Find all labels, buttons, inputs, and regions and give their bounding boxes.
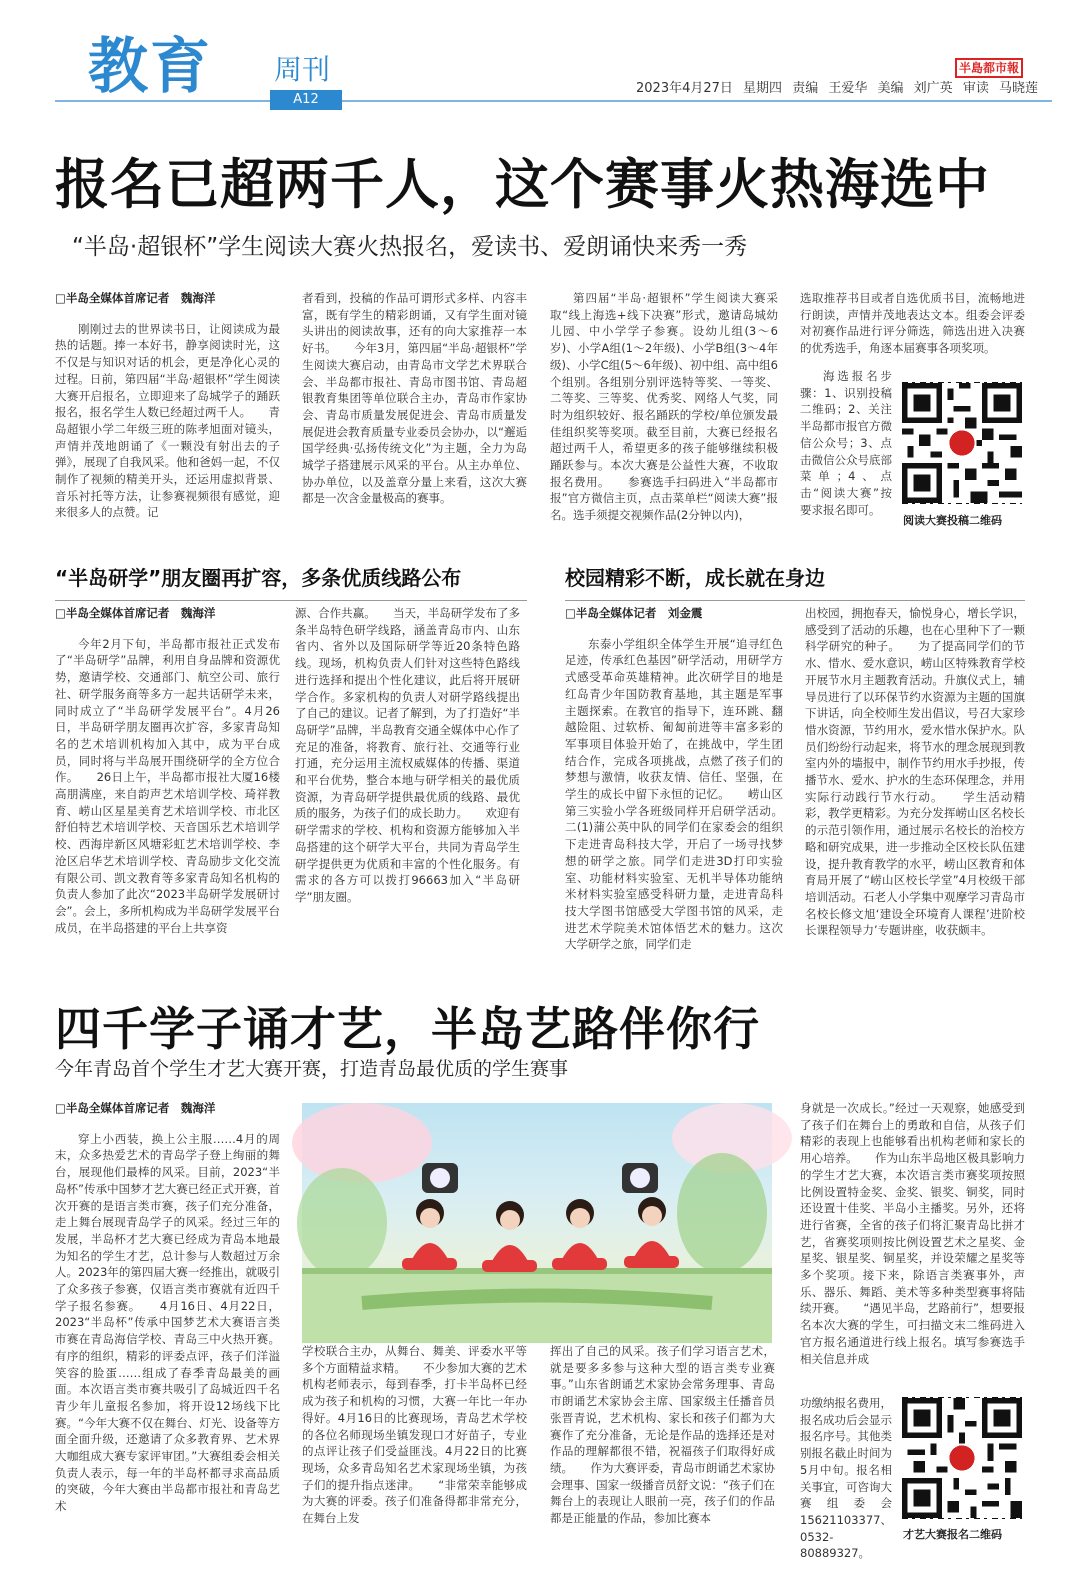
proof-name: 马晓莲 [998, 81, 1038, 96]
talent-contest-qr-icon [902, 1397, 1022, 1519]
contest-stage-photo [302, 1103, 772, 1343]
designer-label: 美编 [877, 81, 904, 96]
masthead-meta [636, 80, 1044, 98]
article2-col1-text: 今年2月下旬，半岛都市报社正式发布了“半岛研学”品牌，利用自身品牌和资源优势，邀请学校、交通部门、航空公司、旅行社、研学服务商等多方一起共话研学未来，同时成立了“半岛研学发展平台”。4月26日，半岛研学朋友圈再次扩容，多家青岛知名的艺术培训机构加入其中，成为平台成员，同时将与半岛展开围绕研学的全方位合作。 26日上午，半岛都市报社大厦16楼高朋满座，来自韵声艺术培训学校、琦祥教育、崂山区星星美育艺术培训学校、市北区舒伯特艺术培训学校、天音国乐艺术培训学校、西海岸新区风塘彩虹艺术培训学校、李沧区启华艺术培训学校、青岛励步文化交流有限公司、凯文教育等多家青岛知名机构的负责人参加了此次“2023半岛研学发展研讨会”。会上，多所机构成为半岛研学发展平台成员，在半岛搭建的平台上共享资 [55, 636, 280, 935]
article1-subhead: “半岛·超银杯”学生阅读大赛火热报名，爱读书、爱朗诵快来秀一秀 [72, 234, 748, 260]
article3-rule [565, 600, 1025, 601]
article2-column-2 [295, 605, 520, 975]
article4-col4-text: 身就是一次成长。”经过一天观察，她感受到了孩子们在舞台上的勇敢和自信，从孩子们精彩的表现上也能够看出机构老师和家长的用心培养。 作为山东半岛地区极具影响力的学生才艺大赛，本次语言类市赛奖项按照比例设置特金奖、金奖、银奖、铜奖，同时还设置十佳奖、半岛小主播奖。另外，还将进行省赛，全省的孩子们将汇聚青岛比拼才艺，省赛奖项则按比例设置艺术之星奖、金星奖、银星奖、铜星奖，并设荣耀之星奖等多个奖项。接下来，除语言类赛事外，声乐、器乐、舞蹈、美术等多种类型赛事将陆续开赛。 “遇见半岛，艺路前行”，想要报名本次大赛的学生，可扫描文末二维码进入官方报名通道进行线上报名。填写参赛选手相关信息并成 [800, 1101, 1025, 1366]
article2-rule [55, 600, 527, 601]
issue-date: 2023年4月27日 [636, 81, 733, 96]
article4-subhead: 今年青岛首个学生才艺大赛开赛，打造青岛最优质的学生赛事 [55, 1058, 569, 1080]
article4-contact [800, 1395, 892, 1561]
editor-label: 责编 [792, 81, 819, 96]
article1-steps-text: 海选报名步骤：1、识别投稿二维码；2、关注半岛都市报官方微信公众号；3、点击微信公众号底部菜单；4、点击“阅读大赛”按要求报名即可。 [800, 369, 892, 517]
editor-name: 王爱华 [828, 81, 868, 96]
article1-steps [800, 368, 892, 528]
children-on-stage-icon [302, 1103, 772, 1343]
designer-name: 刘广英 [913, 81, 953, 96]
article4-column-2 [302, 1343, 527, 1543]
issue-weekday: 星期四 [743, 81, 783, 96]
section-weekly: 周刊 [274, 53, 331, 86]
article4-col2-text: 学校联合主办，从舞台、舞美、评委水平等多个方面精益求精。 不少参加大赛的艺术机构老师表示，每到春季，打卡半岛杯已经成为孩子和机构的习惯，大赛一年比一年办得好。4月16日的比赛现场，青岛艺术学校的各位名师现场坐镇发现口才好苗子，专业的点评让孩子们受益匪浅。4月22日的比赛现场，众多青岛知名艺术家现场坐镇，为孩子们的提升指点迷津。 “非常荣幸能够成为大赛的评委。孩子们准备得都非常充分，在舞台上发 [302, 1344, 527, 1526]
reading-contest-qr-caption: 阅读大赛投稿二维码 [903, 514, 1002, 527]
article3-headline: 校园精彩不断，成长就在身边 [565, 566, 825, 590]
article1-column-4 [800, 290, 1025, 368]
section-title: 教育 [88, 32, 212, 102]
article1-col2-text: 者看到，投稿的作品可谓形式多样、内容丰富，既有学生的精彩朗诵，又有学生面对镜头讲出的阅读故事，还有的向大家推荐一本好书。 今年3月，第四届“半岛·超银杯”学生阅读大赛启动，由青岛市文学艺术界联合会、半岛都市报社、青岛市图书馆、青岛超银教育集团等单位联合主办，青岛市作家协会、青岛市质量发展促进会、青岛市质量发展促进会教育质量专业委员会协办，以“邂逅国学经典·弘扬传统文化”为主题，全力为岛城学子搭建展示风采的平台。从主办单位、协办单位，以及盖章分量上来看，这次大赛都是一次含金量极高的赛事。 [302, 291, 527, 506]
article4-column-3 [550, 1343, 775, 1543]
article2-headline: “半岛研学”朋友圈再扩容，多条优质线路公布 [55, 566, 462, 590]
article3-column-2 [805, 605, 1025, 975]
article4-column-1 [55, 1100, 280, 1540]
article2-byline: □半岛全媒体首席记者 魏海洋 [55, 606, 216, 620]
article1-byline: □半岛全媒体首席记者 魏海洋 [55, 291, 216, 305]
article3-column-1 [565, 605, 783, 975]
article1-column-1 [55, 290, 280, 535]
article1-col1-text: 刚刚过去的世界读书日，让阅读成为最热的话题。捧一本好书，静享阅读时光，这不仅是与知识对话的机会，更是净化心灵的过程。日前，第四届“半岛·超银杯”学生阅读大赛开启报名，立即迎来了岛城学子的踊跃报名，报名学生人数已经超过两千人。 青岛超银小学二年级三班的陈孝旭面对镜头，声情并茂地朗诵了《一颗没有射出去的子弹》，展现了自我风采。他和爸妈一起，不仅制作了视频的精美开头，还运用虚拟背景、音乐衬托等方法，让参赛视频很有感觉，迎来很多人的点赞。记 [55, 321, 280, 520]
article1-column-3 [550, 290, 778, 535]
article1-col3-text: 第四届“半岛·超银杯”学生阅读大赛采取“线上海选+线下决赛”形式，邀请岛城幼儿园、中小学学子参赛。设幼儿组(3～6岁)、小学A组(1～2年级)、小学B组(3～4年级)、小学C组(5～6年级)、初中组、高中组6个组别。各组别分别评选特等奖、一等奖、二等奖、三等奖、优秀奖、网络人气奖，同时为组织较好、报名踊跃的学校/单位颁发最佳组织奖等奖项。截至目前，大赛已经报名超过两千人，希望更多的孩子能够继续积极踊跃参与。本次大赛是公益性大赛，不收取报名费用。 参赛选手扫码进入“半岛都市报”官方微信主页，点击菜单栏“阅读大赛”报名。选手须提交视频作品(2分钟以内)， [550, 291, 778, 523]
article4-col3-text: 挥出了自己的风采。孩子们学习语言艺术，就是要多多参与这种大型的语言类专业赛事。”山东省朗诵艺术家协会常务理事、青岛市朗诵艺术家协会主席、国家级主任播音员张晋青说，艺术机构、家长和孩子们都为大赛作了充分准备，无论是作品的选择还是对作品的理解都很不错，祝福孩子们取得好成绩。 作为大赛评委，青岛市朗诵艺术家协会理事、国家一级播音员舒文说：“孩子们在舞台上的表现让人眼前一亮，孩子们的作品都是正能量的作品，参加比赛本 [550, 1344, 775, 1526]
article4-column-4 [800, 1100, 1025, 1395]
page-number: A12 [270, 90, 342, 110]
article3-byline: □半岛全媒体记者 刘金震 [565, 606, 703, 620]
article4-headline: 四千学子诵才艺，半岛艺路伴你行 [55, 1002, 760, 1056]
proof-label: 审读 [962, 81, 989, 96]
article1-headline: 报名已超两千人，这个赛事火热海选中 [55, 153, 990, 216]
talent-contest-qr-caption: 才艺大赛报名二维码 [903, 1528, 1002, 1541]
article2-column-1 [55, 605, 280, 975]
article2-col2-text: 源、合作共赢。 当天，半岛研学发布了多条半岛特色研学线路，涵盖青岛市内、山东省内、省外以及国际研学等近20条特色路线。现场，机构负责人们针对这些特色路线进行选择和提出个性化建议，此后将开展研学合作。多家机构的负责人对研学路线提出了自己的建议。记者了解到，为了打造好“半岛研学”品牌，半岛教育交通全媒体中心作了充足的准备，将教育、旅行社、交通等行业打通，充分运用主流权威媒体的传播、渠道和平台优势，整合本地与研学相关的最优质资源，为青岛研学提供最优质的线路、最优质的服务，为孩子们的成长助力。 欢迎有研学需求的学校、机构和资源方能够加入半岛搭建的这个研学大平台，共同为青岛学生研学提供更为优质和丰富的个性化服务。有需求的各方可以拨打96663加入“半岛研学”朋友圈。 [295, 606, 520, 904]
newspaper-logo: 半島都市報 [955, 58, 1023, 78]
article4-byline: □半岛全媒体首席记者 魏海洋 [55, 1101, 216, 1115]
reading-contest-qr-icon [902, 382, 1022, 504]
article3-col1-text: 东泰小学组织全体学生开展“追寻红色足迹，传承红色基因”研学活动，用研学方式感受革命英雄精神。此次研学目的地是红岛青少年国防教育基地，其主题是军事主题探索。在教官的指导下，连环跳、翻越险阻、过软桥、匍匐前进等丰富多彩的军事项目体验开始了，在挑战中，学生团结合作，完成各项挑战，点燃了孩子们的梦想与激情，收获友情、信任、坚强，在学生的成长中留下永恒的记忆。 崂山区第三实验小学各班级同样开启研学活动。二(1)蒲公英中队的同学们在家委会的组织下走进青岛科技大学，开启了一场寻找梦想的研学之旅。同学们走进3D打印实验室、功能材料实验室、无机半导体功能纳米材料实验室感受科研力量，走进青岛科技大学图书馆感受大学图书馆的风采，走进艺术学院美术馆体悟艺术的魅力。这次大学研学之旅，同学们走 [565, 636, 783, 952]
article1-column-2 [302, 290, 527, 535]
article4-col1-text: 穿上小西装，换上公主服……4月的周末，众多热爱艺术的青岛学子登上绚丽的舞台，展现他们最棒的风采。目前，2023“半岛杯”传承中国梦才艺大赛已经正式开赛，首次开赛的是语言类市赛，孩子们充分准备，走上舞台展现青岛学子的风采。经过三年的发展，半岛杯才艺大赛已经成为青岛本地最为知名的学生才艺，总计参与人数超过万余人。2023年的第四届大赛一经推出，就吸引了众多孩子参赛，仅语言类市赛就有近四千学子报名参赛。 4月16日、4月22日，2023“半岛杯”传承中国梦艺术大赛语言类市赛在青岛海信学校、青岛三中火热开赛。有序的组织，精彩的评委点评，孩子们洋溢笑容的脸蛋……组成了春季青岛最美的画面。本次语言类市赛共吸引了岛城近四千名青少年儿童报名参加，将开设12场线下比赛。“今年大赛不仅在舞台、灯光、设备等方面全面升级，还邀请了众多教育界、艺术界大咖组成大赛专家评审团。”大赛组委会相关负责人表示，每一年的半岛杯都寻求高品质的突破，今年大赛由半岛都市报社和青岛艺术 [55, 1131, 280, 1514]
article1-col4-text: 选取推荐书目或者自选优质书目，流畅地进行朗读，声情并茂地表达文本。组委会评委对初赛作品进行评分筛选，筛选出进入决赛的优秀选手，角逐本届赛事各项奖项。 [800, 291, 1025, 356]
article4-contact-text: 功缴纳报名费用，报名成功后会显示报名序号。其他类别报名截止时间为5月中旬。报名相关事宜，可咨询大赛组委会15621103377、0532-80889327。 [800, 1396, 892, 1561]
article3-col2-text: 出校园，拥抱春天，愉悦身心，增长学识，感受到了活动的乐趣，也在心里种下了一颗科学研究的种子。 为了提高同学们的节水、惜水、爱水意识，崂山区特殊教育学校开展节水月主题教育活动。升旗仪式上，辅导员进行了以环保节约水资源为主题的国旗下讲话，向全校师生发出倡议，号召大家珍惜水资源，节约用水，爱水惜水保护水。队员们纷纷行动起来，将节水的理念展现到教室内外的墙报中，制作节约用水手抄报，传播节水、爱水、护水的生态环保理念，并用实际行动践行节水行动。 学生活动精彩，教学更精彩。为充分发挥崂山区名校长的示范引领作用，通过展示名校长的治校方略和研究成果，进一步推动全区校长队伍建设，提升教育教学的水平，崂山区教育和体育局开展了“崂山区校长学堂”4月校级干部培训活动。石老人小学集中观摩学习青岛市名校长修文旭‘建设全环境育人课程’进阶校长课程领导力’专题讲座，收获颇丰。 [805, 606, 1025, 938]
